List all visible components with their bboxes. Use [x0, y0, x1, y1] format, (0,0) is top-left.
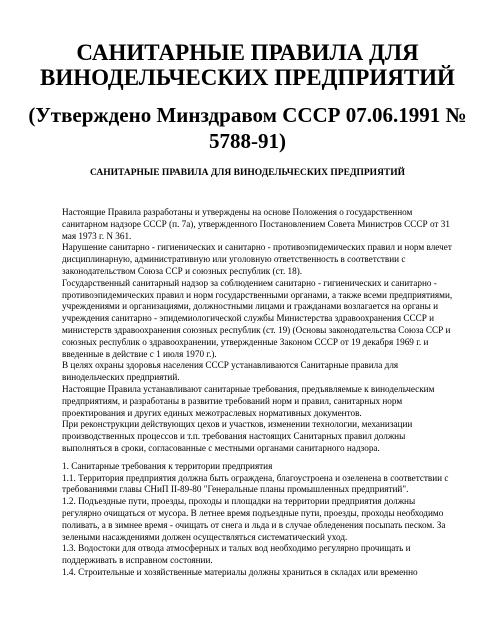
document-subtitle: (Утверждено Минздравом СССР 07.06.1991 № 5788-91): [28, 103, 467, 153]
paragraph: 1.3. Водостоки для отвода атмосферных и талых вод необходимо регулярно прочищать и поддерживать в исправном состоянии.: [62, 543, 411, 566]
document-body: [62, 207, 454, 579]
paragraph: В целях охраны здоровья населения СССР устанавливаются Санитарные правила для винодельческих предприятий.: [62, 360, 399, 383]
paragraph: Настоящие Правила устанавливают санитарные требования, предъявляемые к винодельческим предприятиям, и разработаны в развитие требований норм и правил, санитарных норм проектирования и других единых межотраслевых нормативных документов.: [62, 383, 435, 418]
paragraph: Настоящие Правила разработаны и утверждены на основе Положения о государственном санитарном надзоре СССР (п. 7а), утвержденного Постановлением Совета Министров СССР от 31 мая 1973 г. N 361.: [62, 207, 450, 241]
paragraph: При реконструкции действующих цехов и участков, изменении технологии, механизации производственных процессов и т.п. требования настоящих Санитарных правил должны выполняться в сроки, согласованные с местными органами санитарного надзора.: [62, 419, 413, 453]
document-title: САНИТАРНЫЕ ПРАВИЛА ДЛЯ ВИНОДЕЛЬЧЕСКИХ ПРЕДПРИЯТИЙ: [40, 40, 455, 90]
section-title: 1. Санитарные требования к территории предприятия: [62, 460, 273, 471]
section-heading: САНИТАРНЫЕ ПРАВИЛА ДЛЯ ВИНОДЕЛЬЧЕСКИХ ПРЕДПРИЯТИЙ: [89, 168, 406, 178]
paragraph: 1.1. Территория предприятия должна быть ограждена, благоустроена и озеленена в соответствии с требованиями главы СНиП II-89-80 "Генеральные планы промышленных предприятий".: [62, 472, 449, 495]
paragraph: Нарушение санитарно - гигиенических и санитарно - противоэпидемических правил и норм влечет дисциплинарную, административную или уголовную ответственность в соответствии с законодательством Союза ССР и союзных республик (ст. 18).: [62, 242, 452, 276]
paragraph: Государственный санитарный надзор за соблюдением санитарно - гигиенических и санитарно - противоэпидемических правил и норм государственными органами, а также всеми предприятиями, учреждениями и организациями, должностными лицами и гражданами возлагается на органы и учреждения санитарно - эпидемиологической службы Министерства здравоохранения СССР и министерств здравоохранения союзных республик (ст. 19) (Основы законодательства Союза ССР и союзных республик о здравоохранении, утвержденные Законом СССР от 19 декабря 1969 г. и введенные в действие с 1 июля 1970 г.).: [62, 277, 453, 359]
paragraph: 1.4. Строительные и хозяйственные материалы должны храниться в складах или временно: [62, 566, 418, 577]
paragraph: 1.2. Подъездные пути, проезды, проходы и площадки на территории предприятия должны регулярно очищаться от мусора. В летнее время подъездные пути, проезды, проходы необходимо поливать, а в зимнее время - очищать от снега и льда и в случае обледенения посыпать песком. За зелеными насаждениями должен осуществляться систематический уход.: [62, 496, 446, 542]
